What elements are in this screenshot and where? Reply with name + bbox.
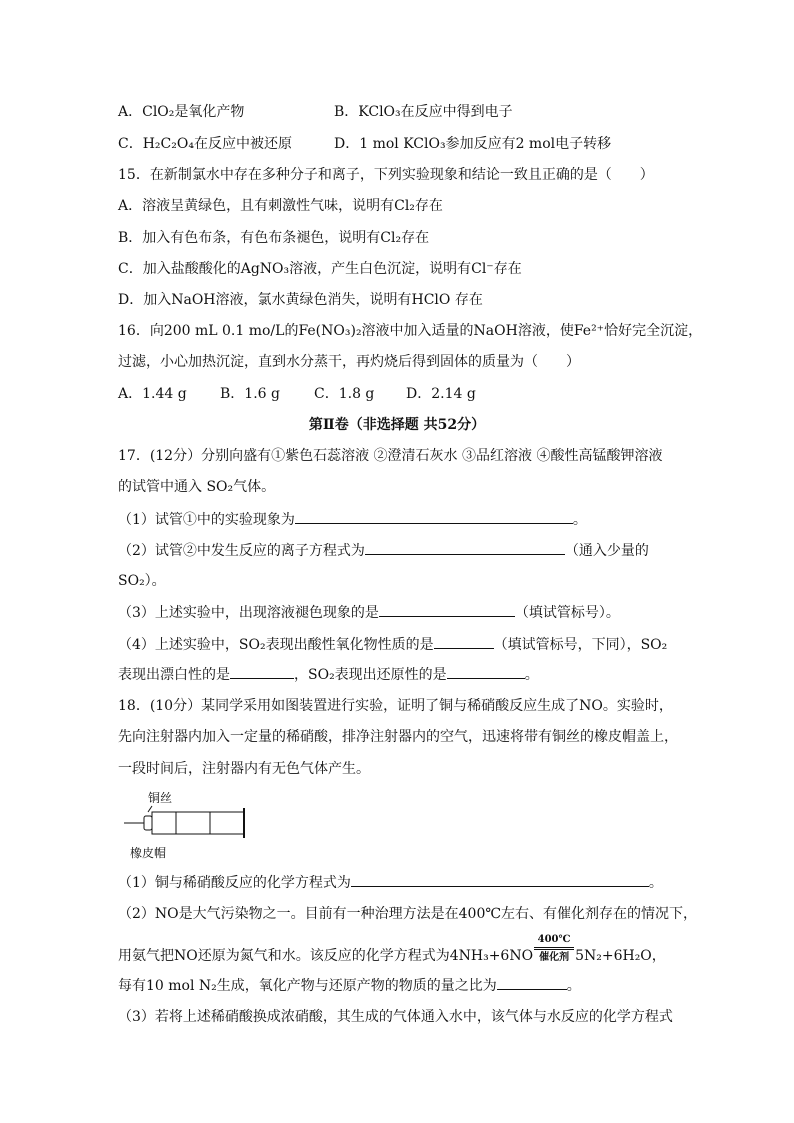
q16-stem-line2: 过滤，小心加热沉淀，直到水分蒸干，再灼烧后得到固体的质量为（ ） [118, 354, 580, 370]
q17-part2-end: （通入少量的 [564, 543, 649, 559]
answer-blank[interactable] [497, 975, 567, 990]
q15-option-c: C．加入盐酸酸化的AgNO₃溶液，产生白色沉淀，说明有Cl⁻存在 [118, 261, 522, 277]
q14-option-c: C．H₂C₂O₄在反应中被还原 [118, 136, 292, 152]
q18-part3: （3）若将上述稀硝酸换成浓硝酸，其生成的气体通入水中，该气体与水反应的化学方程式 [118, 1009, 673, 1025]
q18-part1-end: 。 [648, 875, 663, 891]
copper-wire-pointer [148, 806, 152, 812]
q17-part2 [118, 540, 649, 561]
q17-part4-text: （4）上述实验中，SO₂表现出酸性氧化物性质的是 [118, 637, 434, 653]
q16-option-a: A．1.44 g [118, 386, 187, 402]
reaction-condition [534, 934, 574, 963]
q17-part3-text: （3）上述实验中，出现溶液褪色现象的是 [118, 605, 379, 621]
q16-stem-line1: 16．向200 mL 0.1 mo/L的Fe(NO₃)₂溶液中加入适量的NaOH溶液，使Fe²⁺恰好完全沉淀， [118, 323, 703, 339]
answer-blank[interactable] [351, 872, 649, 887]
answer-blank[interactable] [295, 509, 573, 524]
q18-part2-end: 。 [566, 978, 581, 994]
answer-blank[interactable] [379, 602, 515, 617]
q17-stem-line2: 的试管中通入 SO₂气体。 [118, 479, 276, 495]
syringe-barrel [152, 812, 244, 834]
section-title: 第Ⅱ卷（非选择题 共52分） [308, 417, 486, 433]
answer-blank[interactable] [434, 634, 494, 649]
q15-stem: 15．在新制氯水中存在多种分子和离子，下列实验现象和结论一致且正确的是（ ） [118, 167, 654, 183]
q18-stem-line1: 18．(10分）某同学采用如图装置进行实验，证明了铜与稀硝酸反应生成了NO。实验时， [118, 698, 673, 714]
q18-stem-line2: 先向注射器内加入一定量的稀硝酸，排净注射器内的空气，迅速将带有铜丝的橡皮帽盖上， [118, 729, 678, 745]
q18-part2-line3-text: 每有10 mol N₂生成，氧化产物与还原产物的物质的量之比为 [118, 978, 497, 994]
q17-part4-line2b: ，SO₂表现出还原性的是 [294, 667, 447, 683]
q17-part1-text: （1）试管①中的实验现象为 [118, 512, 295, 528]
q16-option-b: B．1.6 g [220, 386, 280, 402]
answer-blank[interactable] [447, 664, 525, 679]
q17-part4-line2a: 表现出漂白性的是 [118, 667, 230, 683]
q17-part3 [118, 602, 620, 623]
q18-part2-line2b: 5N₂+6H₂O， [575, 948, 666, 964]
figure-label-copper-wire: 铜丝 [148, 791, 173, 805]
q15-option-b: B．加入有色布条，有色布条褪色，说明有Cl₂存在 [118, 230, 430, 246]
answer-blank[interactable] [230, 664, 294, 679]
q17-part4-mid: （填试管标号，下同），SO₂ [493, 637, 668, 653]
q18-stem-line3: 一段时间后，注射器内有无色气体产生。 [118, 761, 370, 777]
q17-stem-line1: 17．(12分）分别向盛有①紫色石蕊溶液 ②澄清石灰水 ③品红溶液 ④酸性高锰酸钾溶液 [118, 448, 663, 464]
q17-part2-text: （2）试管②中发生反应的离子方程式为 [118, 543, 365, 559]
q17-part2-line2: SO₂）。 [118, 573, 166, 589]
syringe-figure [124, 804, 254, 844]
q14-option-b: B．KClO₃在反应中得到电子 [334, 104, 513, 120]
q15-option-d: D．加入NaOH溶液，氯水黄绿色消失，说明有HClO 存在 [118, 292, 483, 308]
answer-blank[interactable] [365, 540, 565, 555]
q18-part2-line3 [118, 975, 581, 996]
condition-catalyst: 催化剂 [539, 952, 570, 963]
q17-part4-end: 。 [524, 667, 539, 683]
q17-part4 [118, 634, 667, 655]
q17-part1 [118, 509, 587, 530]
rubber-cap [144, 816, 152, 830]
condition-temperature: 400℃ [537, 934, 571, 945]
q18-part1-text: （1）铜与稀硝酸反应的化学方程式为 [118, 875, 351, 891]
q18-part2-line1: （2）NO是大气污染物之一。目前有一种治理方法是在400℃左右、有催化剂存在的情况下， [118, 906, 698, 922]
q14-option-d: D．1 mol KClO₃参加反应有2 mol电子转移 [334, 136, 612, 152]
q18-part2-line2 [118, 934, 666, 966]
q16-option-d: D．2.14 g [406, 386, 476, 402]
q18-part2-line2a: 用氨气把NO还原为氮气和水。该反应的化学方程式为4NH₃+6NO [118, 948, 534, 964]
q14-option-a: A．ClO₂是氧化产物 [118, 104, 245, 120]
q17-part3-end: （填试管标号）。 [514, 605, 620, 621]
q15-option-a: A．溶液呈黄绿色，且有刺激性气味，说明有Cl₂存在 [118, 198, 443, 214]
q17-part1-end: 。 [572, 512, 587, 528]
q17-part4-line2 [118, 664, 539, 685]
q18-part1 [118, 872, 663, 893]
q16-option-c: C．1.8 g [314, 386, 375, 402]
figure-label-rubber-cap: 橡皮帽 [130, 846, 167, 860]
